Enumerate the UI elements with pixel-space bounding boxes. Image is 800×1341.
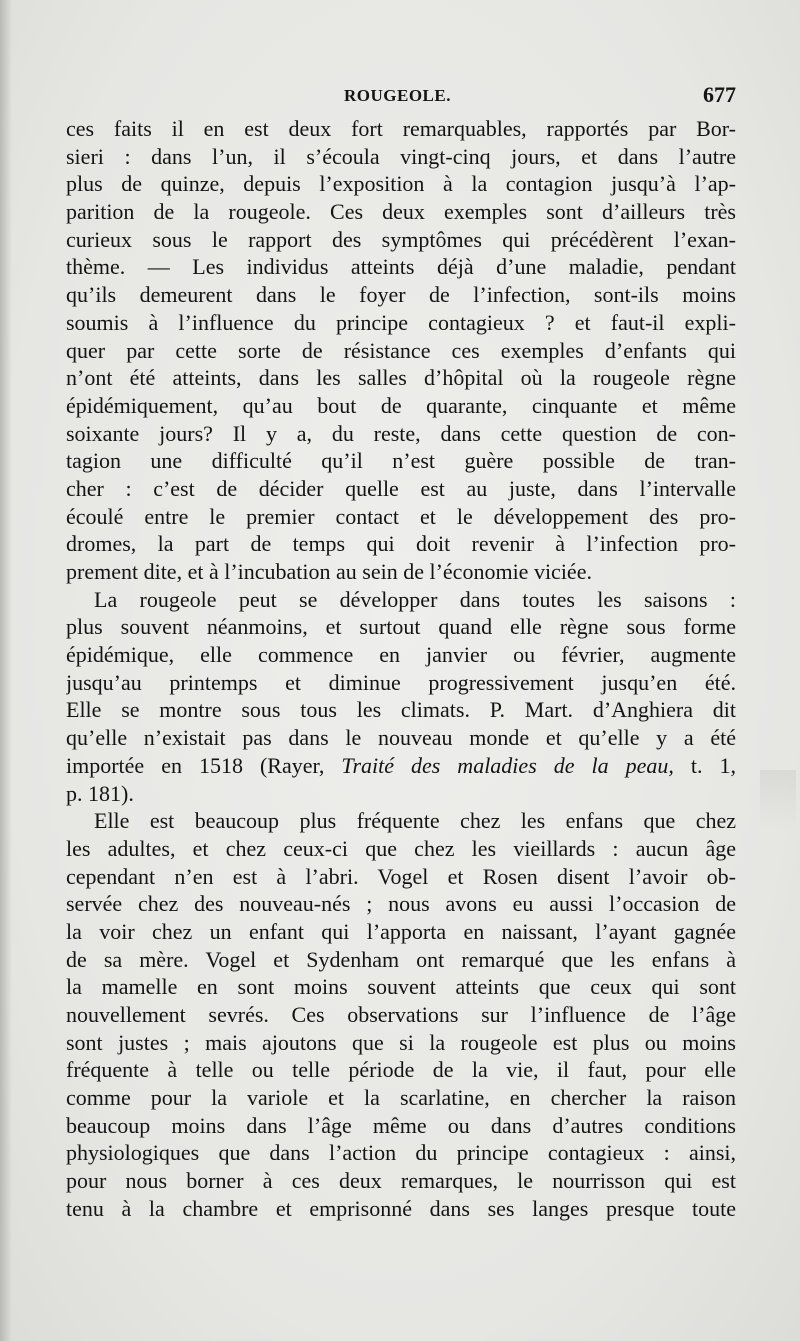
text-line: épidémique, elle commence en janvier ou février, augmente xyxy=(66,642,736,668)
citation-lead: importée en 1518 (Rayer, xyxy=(66,752,342,778)
text-line: prement dite, et à l’incubation au sein de l’économie viciée. xyxy=(66,559,592,584)
page-header xyxy=(66,82,736,112)
text-line: jusqu’au printemps et diminue progressivement jusqu’en été. xyxy=(66,669,736,695)
text-line: les adultes, et chez ceux-ci que chez les vieillards : aucun âge xyxy=(66,835,736,861)
text-line: sieri : dans l’un, il s’écoula vingt-cinq jours, et dans l’autre xyxy=(66,143,736,169)
show-through-smudge xyxy=(760,770,796,830)
citation-title: Traité des maladies de la peau, xyxy=(341,752,674,778)
text-line: thème. — Les individus atteints déjà d’une maladie, pendant xyxy=(66,254,736,280)
text-line: n’ont été atteints, dans les salles d’hôpital où la rougeole règne xyxy=(66,365,736,391)
running-title: ROUGEOLE. xyxy=(344,86,451,105)
text-line: nouvellement sevrés. Ces observations sur l’influence de l’âge xyxy=(66,1002,736,1027)
text-line: fréquente à telle ou telle période de la vie, il faut, pour elle xyxy=(66,1057,736,1083)
text-line: cependant n’en est à l’abri. Vogel et Rosen disent l’avoir ob- xyxy=(66,863,736,889)
text-line: qu’ils demeurent dans le foyer de l’infection, sont-ils moins xyxy=(66,282,736,308)
text-line: de sa mère. Vogel et Sydenham ont remarqué que les enfans à xyxy=(66,946,736,972)
text-line: ces faits il en est deux fort remarquables, rapportés par Bor- xyxy=(66,116,736,141)
text-line: La rougeole peut se développer dans toutes les saisons : xyxy=(94,586,736,612)
text-line: tagion une difficulté qu’il n’est guère possible de tran- xyxy=(66,448,736,474)
page-binding-shadow xyxy=(0,0,12,1341)
text-line: tenu à la chambre et emprisonné dans ses langes presque toute xyxy=(66,1195,736,1221)
text-line: soixante jours? Il y a, du reste, dans cette question de con- xyxy=(66,420,736,446)
body-text xyxy=(66,115,736,1223)
text-line: physiologiques que dans l’action du principe contagieux : ainsi, xyxy=(66,1140,736,1166)
text-line: écoulé entre le premier contact et le développement des pro- xyxy=(66,503,736,529)
text-line: beaucoup moins dans l’âge même ou dans d’autres conditions xyxy=(66,1112,736,1138)
text-line: dromes, la part de temps qui doit revenir à l’infection pro- xyxy=(66,531,736,557)
text-line: p. 181). xyxy=(66,780,134,806)
text-line: Elle est beaucoup plus fréquente chez les enfans que chez xyxy=(94,808,736,834)
text-line: cher : c’est de décider quelle est au juste, dans l’intervalle xyxy=(66,475,736,501)
text-line: qu’elle n’existait pas dans le nouveau monde et qu’elle y a été xyxy=(66,725,736,751)
text-line: parition de la rougeole. Ces deux exemples sont d’ailleurs très xyxy=(66,199,736,225)
text-line: la voir chez un enfant qui l’apporta en naissant, l’ayant gagnée xyxy=(66,918,736,944)
text-line: plus de quinze, depuis l’exposition à la contagion jusqu’à l’ap- xyxy=(66,171,736,197)
text-line: comme pour la variole et la scarlatine, en chercher la raison xyxy=(66,1085,736,1111)
text-line: Elle se montre sous tous les climats. P. Mart. d’Anghiera dit xyxy=(66,697,736,723)
text-line: sont justes ; mais ajoutons que si la rougeole est plus ou moins xyxy=(66,1029,736,1055)
text-line: quer par cette sorte de résistance ces exemples d’enfants qui xyxy=(66,337,736,363)
text-line-citation xyxy=(66,752,736,780)
citation-rest: t. 1, xyxy=(673,752,736,778)
text-line: plus souvent néanmoins, et surtout quand elle règne sous forme xyxy=(66,614,736,640)
page-number: 677 xyxy=(703,82,736,107)
text-line: épidémiquement, qu’au bout de quarante, cinquante et même xyxy=(66,392,736,418)
text-line: servée chez des nouveau-nés ; nous avons eu aussi l’occasion de xyxy=(66,891,736,917)
text-line: pour nous borner à ces deux remarques, le nourrisson qui est xyxy=(66,1168,736,1194)
text-line: la mamelle en sont moins souvent atteints que ceux qui sont xyxy=(66,974,736,1000)
text-line: curieux sous le rapport des symptômes qui précédèrent l’exan- xyxy=(66,226,736,252)
text-line: soumis à l’influence du principe contagieux ? et faut-il expli- xyxy=(66,309,736,335)
